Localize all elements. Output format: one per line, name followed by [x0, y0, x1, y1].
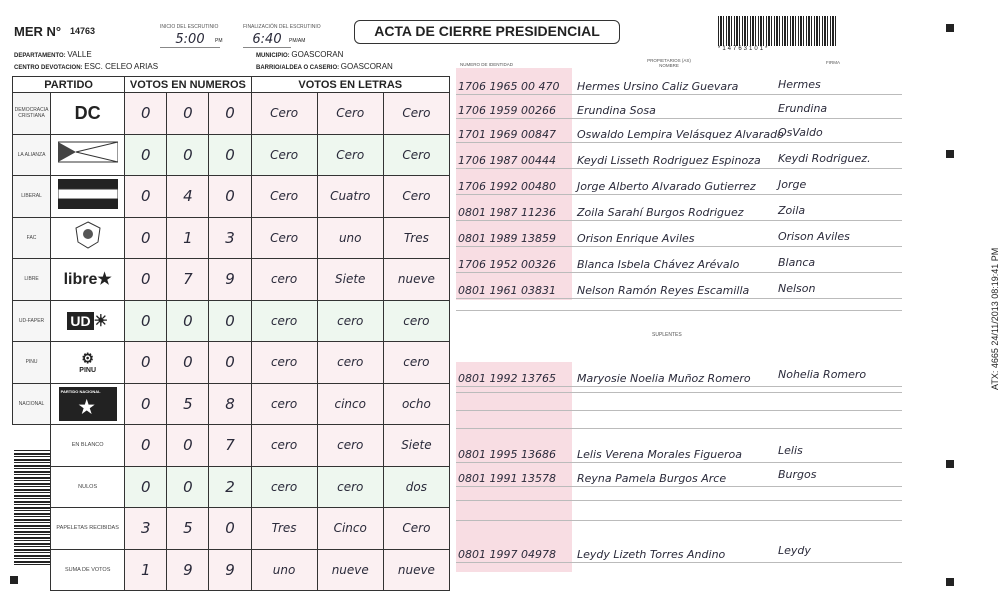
registration-mark [946, 578, 954, 586]
vote-word: Cero [317, 93, 383, 135]
special-label: PAPELETAS RECIBIDAS [51, 508, 125, 550]
special-word: Siete [383, 425, 449, 467]
special-word: cero [317, 425, 383, 467]
party-logo [51, 300, 125, 342]
empty-row-line [456, 520, 902, 521]
member-name: Erundina Sosa [577, 104, 656, 117]
vote-digit: 0 [125, 342, 167, 384]
municipio-value: GOASCORAN [291, 50, 344, 59]
vote-digit: 1 [167, 217, 209, 259]
member-row-line [456, 246, 902, 247]
suplente-row-line [456, 386, 902, 387]
star-icon: ★ [78, 396, 95, 417]
departamento-line [14, 50, 92, 59]
vote-word: Cero [383, 176, 449, 218]
party-row [13, 342, 450, 384]
start-pm-label: PM [215, 38, 223, 44]
member-id: 0801 1989 13859 [458, 232, 556, 245]
mer-label: MER N° [14, 24, 62, 39]
vote-word: nueve [383, 259, 449, 301]
special-row [13, 466, 450, 508]
vote-digit: 8 [209, 383, 251, 425]
special-word: cero [251, 425, 317, 467]
party-name: PINU [13, 342, 51, 384]
pinu-emblem-icon: ⚙ [81, 350, 94, 367]
member-id: 1706 1952 00326 [458, 258, 556, 271]
party-name: LIBERAL [13, 176, 51, 218]
special-word: nueve [317, 549, 383, 591]
party-name: UD-FAPER [13, 300, 51, 342]
suplente-id: 0801 1997 04978 [458, 548, 556, 561]
suplente-signature: Leydy [778, 544, 811, 557]
special-word: Cinco [317, 508, 383, 550]
document-title: ACTA DE CIERRE PRESIDENCIAL [354, 20, 620, 44]
vote-word: cero [317, 300, 383, 342]
vote-word: Cero [383, 93, 449, 135]
special-word: cero [251, 466, 317, 508]
special-digit: 9 [209, 549, 251, 591]
party-logo [51, 342, 125, 384]
party-name: FAC [13, 217, 51, 259]
municipio-line [256, 50, 343, 59]
suplente-name: Leydy Lizeth Torres Andino [577, 548, 726, 561]
party-logo [51, 176, 125, 218]
header-id: NUMERO DE IDENTIDAD [460, 62, 514, 67]
suplente-name: Reyna Pamela Burgos Arce [577, 472, 727, 485]
suplente-signature: Lelis [778, 444, 803, 457]
centro-label: CENTRO DEVOTACION: [14, 65, 83, 71]
vote-word: Cero [251, 93, 317, 135]
centro-value: ESC. CELEO ARIAS [84, 62, 159, 71]
suplentes-label: SUPLENTES [652, 332, 682, 338]
member-signature: OsValdo [778, 126, 823, 139]
member-signature: Jorge [778, 178, 807, 191]
special-word: nueve [383, 549, 449, 591]
dc-logo: DC [74, 102, 101, 123]
special-digit: 1 [125, 549, 167, 591]
vote-digit: 0 [125, 259, 167, 301]
member-id: 0801 1961 03831 [458, 284, 556, 297]
special-row [13, 549, 450, 591]
header-signature: FIRMA [826, 60, 840, 65]
side-stamp: ATX: 4665 24/11/2013 08:19:41 PM [990, 247, 1000, 390]
party-logo [51, 93, 125, 135]
party-row [13, 134, 450, 176]
header-partido: PARTIDO [13, 77, 125, 93]
vote-digit: 4 [167, 176, 209, 218]
party-row [13, 259, 450, 301]
special-label: NULOS [51, 466, 125, 508]
vote-digit: 0 [209, 134, 251, 176]
vote-word: cero [383, 342, 449, 384]
vote-digit: 5 [167, 383, 209, 425]
registration-mark [946, 24, 954, 32]
special-digit: 5 [167, 508, 209, 550]
member-id: 1706 1959 00266 [458, 104, 556, 117]
suplente-signature: Burgos [778, 468, 817, 481]
member-row-line [456, 142, 902, 143]
member-row-line [456, 94, 902, 95]
special-word: cero [317, 466, 383, 508]
party-name: NACIONAL [13, 383, 51, 425]
start-time-label: INICIO DEL ESCRUTINIO [160, 24, 219, 30]
vote-digit: 0 [167, 93, 209, 135]
suplente-name: Maryosie Noelia Muñoz Romero [577, 372, 751, 385]
member-id: 1701 1969 00847 [458, 128, 556, 141]
vote-digit: 0 [125, 300, 167, 342]
vote-digit: 0 [167, 342, 209, 384]
party-row [13, 176, 450, 218]
member-id: 1706 1987 00444 [458, 154, 556, 167]
member-signature: Zoila [778, 204, 806, 217]
member-signature: Orison Aviles [778, 230, 850, 243]
barcode-number: *14763101* [718, 46, 770, 52]
member-row-line [456, 220, 902, 221]
member-signature: Erundina [778, 102, 828, 115]
vote-word: ocho [383, 383, 449, 425]
empty-row-line [456, 410, 902, 411]
vote-word: Cero [251, 217, 317, 259]
departamento-label: DEPARTAMENTO: [14, 53, 66, 59]
member-row-line [456, 168, 902, 169]
suplente-row-line [456, 462, 902, 463]
vote-digit: 0 [209, 300, 251, 342]
vote-word: Cuatro [317, 176, 383, 218]
party-row [13, 93, 450, 135]
vote-word: cero [383, 300, 449, 342]
vote-digit: 0 [209, 176, 251, 218]
member-id: 1706 1992 00480 [458, 180, 556, 193]
special-digit: 7 [209, 425, 251, 467]
special-digit: 0 [167, 466, 209, 508]
party-logo [51, 134, 125, 176]
barcode-side [14, 450, 50, 566]
vote-digit: 0 [125, 93, 167, 135]
libre-logo: libre [63, 271, 98, 289]
vote-digit: 0 [167, 134, 209, 176]
member-signature: Hermes [778, 78, 821, 91]
sun-icon: ☀ [93, 312, 108, 330]
departamento-value: VALLE [67, 50, 92, 59]
vote-word: cero [251, 300, 317, 342]
special-digit: 2 [209, 466, 251, 508]
member-row-line [456, 298, 902, 299]
alianza-flag-icon [58, 140, 118, 164]
vote-word: cinco [317, 383, 383, 425]
special-digit: 0 [125, 425, 167, 467]
member-signature: Blanca [778, 256, 816, 269]
header-letras: VOTOS EN LETRAS [251, 77, 449, 93]
fac-shield-icon [73, 220, 103, 250]
empty-row-line [456, 428, 902, 429]
vote-word: Tres [383, 217, 449, 259]
suplente-row-line [456, 562, 902, 563]
header-name: PROPIETARIOS (AS) NOMBRE [647, 58, 691, 68]
end-pm-label: PM/AM [289, 38, 306, 44]
member-name: Jorge Alberto Alvarado Gutierrez [577, 180, 756, 193]
special-digit: 0 [209, 508, 251, 550]
vote-word: cero [317, 342, 383, 384]
special-digit: 3 [125, 508, 167, 550]
vote-word: Siete [317, 259, 383, 301]
barrio-value: GOASCORAN [340, 62, 393, 71]
ud-logo: UD [67, 312, 93, 330]
member-row-line [456, 272, 902, 273]
liberal-flag-icon [58, 179, 118, 209]
vote-word: Cero [251, 176, 317, 218]
suplente-name: Lelis Verena Morales Figueroa [577, 448, 743, 461]
vote-digit: 0 [167, 300, 209, 342]
barrio-label: BARRIO/ALDEA O CASERIO: [256, 65, 340, 71]
special-word: Tres [251, 508, 317, 550]
municipio-label: MUNICIPIO: [256, 53, 290, 59]
empty-row-line [456, 392, 902, 393]
vote-digit: 7 [167, 259, 209, 301]
id-column-shade-suplentes [456, 362, 572, 572]
member-signature: Keydi Rodriguez. [778, 152, 871, 165]
suplente-id: 0801 1992 13765 [458, 372, 556, 385]
special-word: dos [383, 466, 449, 508]
vote-word: cero [251, 383, 317, 425]
vote-word: Cero [251, 134, 317, 176]
party-logo [51, 217, 125, 259]
party-row [13, 300, 450, 342]
suplente-id: 0801 1995 13686 [458, 448, 556, 461]
mer-number: 14763 [70, 26, 96, 36]
member-signature: Nelson [778, 282, 816, 295]
nacional-logo [59, 387, 117, 421]
party-name: LA ALIANZA [13, 134, 51, 176]
member-id: 0801 1987 11236 [458, 206, 556, 219]
suplente-signature: Nohelia Romero [778, 368, 867, 381]
vote-digit: 0 [125, 176, 167, 218]
member-name: Orison Enrique Aviles [577, 232, 695, 245]
header-numeros: VOTOS EN NUMEROS [125, 77, 251, 93]
special-word: Cero [383, 508, 449, 550]
vote-word: uno [317, 217, 383, 259]
special-row [13, 425, 450, 467]
party-row [13, 383, 450, 425]
vote-word: Cero [383, 134, 449, 176]
vote-digit: 9 [209, 259, 251, 301]
party-logo [51, 259, 125, 301]
member-row-line [456, 194, 902, 195]
empty-row-line [456, 500, 902, 501]
special-word: uno [251, 549, 317, 591]
barcode-top [718, 16, 838, 46]
barrio-line [256, 62, 393, 71]
registration-mark [946, 460, 954, 468]
nacional-logo-text: PARTIDO NACIONAL [60, 388, 101, 394]
party-name: LIBRE [13, 259, 51, 301]
vote-word: Cero [317, 134, 383, 176]
vote-word: cero [251, 342, 317, 384]
member-name: Hermes Ursino Caliz Guevara [577, 80, 739, 93]
member-name: Oswaldo Lempira Velásquez Alvarado [577, 128, 784, 141]
member-id: 1706 1965 00 470 [458, 80, 560, 93]
suplente-row-line [456, 486, 902, 487]
vote-digit: 0 [125, 217, 167, 259]
vote-digit: 0 [125, 134, 167, 176]
special-label: SUMA DE VOTOS [51, 549, 125, 591]
special-row [13, 508, 450, 550]
vote-digit: 0 [209, 93, 251, 135]
special-digit: 0 [167, 425, 209, 467]
vote-digit: 0 [125, 383, 167, 425]
empty-row-line [456, 310, 902, 311]
registration-mark [946, 150, 954, 158]
special-digit: 9 [167, 549, 209, 591]
party-row [13, 217, 450, 259]
special-digit: 0 [125, 466, 167, 508]
star-icon: ★ [97, 271, 112, 289]
pinu-logo: PINU [79, 367, 97, 375]
end-time-value: 6:40 [243, 32, 291, 48]
special-label: EN BLANCO [51, 425, 125, 467]
member-row-line [456, 118, 902, 119]
vote-digit: 0 [209, 342, 251, 384]
vote-word: cero [251, 259, 317, 301]
centro-line [14, 62, 158, 71]
vote-digit: 3 [209, 217, 251, 259]
member-name: Nelson Ramón Reyes Escamilla [577, 284, 750, 297]
party-logo [51, 383, 125, 425]
suplente-id: 0801 1991 13578 [458, 472, 556, 485]
member-name: Keydi Lisseth Rodriguez Espinoza [577, 154, 761, 167]
member-name: Blanca Isbela Chávez Arévalo [577, 258, 740, 271]
member-name: Zoila Sarahí Burgos Rodriguez [577, 206, 744, 219]
end-time-label: FINALIZACIÓN DEL ESCRUTINIO [243, 24, 321, 30]
votes-table [12, 76, 450, 591]
start-time-value: 5:00 [160, 32, 220, 48]
party-name: DEMOCRACIA CRISTIANA [13, 93, 51, 135]
